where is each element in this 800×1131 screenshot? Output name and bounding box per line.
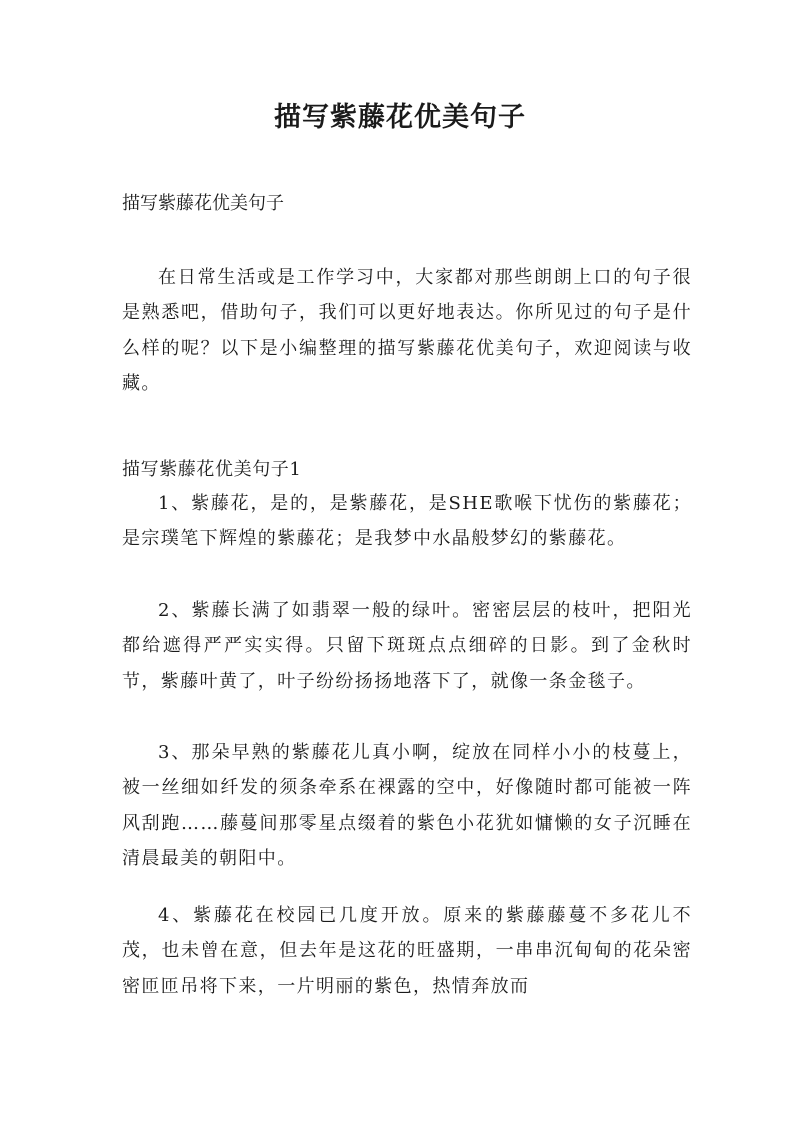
section-heading: 描写紫藤花优美句子1 — [122, 459, 302, 480]
list-item: 3、那朵早熟的紫藤花儿真小啊，绽放在同样小小的枝蔓上，被一丝细如纤发的须条牵系在裸露的空中，好像随时都可能被一阵风刮跑……藤蔓间那零星点缀着的紫色小花犹如慵懒的女子沉睡在清晨最美的朝阳中。 — [122, 742, 692, 870]
list-item: 1、紫藤花，是的，是紫藤花，是SHE歌喉下忧伤的紫藤花；是宗璞笔下辉煌的紫藤花；是我梦中水晶般梦幻的紫藤花。 — [122, 493, 692, 550]
list-item: 4、紫藤花在校园已几度开放。原来的紫藤藤蔓不多花儿不茂，也未曾在意，但去年是这花的旺盛期，一串串沉甸甸的花朵密密匝匝吊将下来，一片明丽的紫色，热情奔放而 — [122, 905, 692, 997]
document-subtitle: 描写紫藤花优美句子 — [122, 193, 284, 214]
list-item: 2、紫藤长满了如翡翠一般的绿叶。密密层层的枝叶，把阳光都给遮得严严实实得。只留下斑斑点点细碎的日影。到了金秋时节，紫藤叶黄了，叶子纷纷扬扬地落下了，就像一条金毯子。 — [122, 600, 692, 692]
intro-paragraph: 在日常生活或是工作学习中，大家都对那些朗朗上口的句子很是熟悉吧，借助句子，我们可以更好地表达。你所见过的句子是什么样的呢？以下是小编整理的描写紫藤花优美句子，欢迎阅读与收藏。 — [122, 267, 692, 395]
page-title: 描写紫藤花优美句子 — [274, 102, 526, 133]
